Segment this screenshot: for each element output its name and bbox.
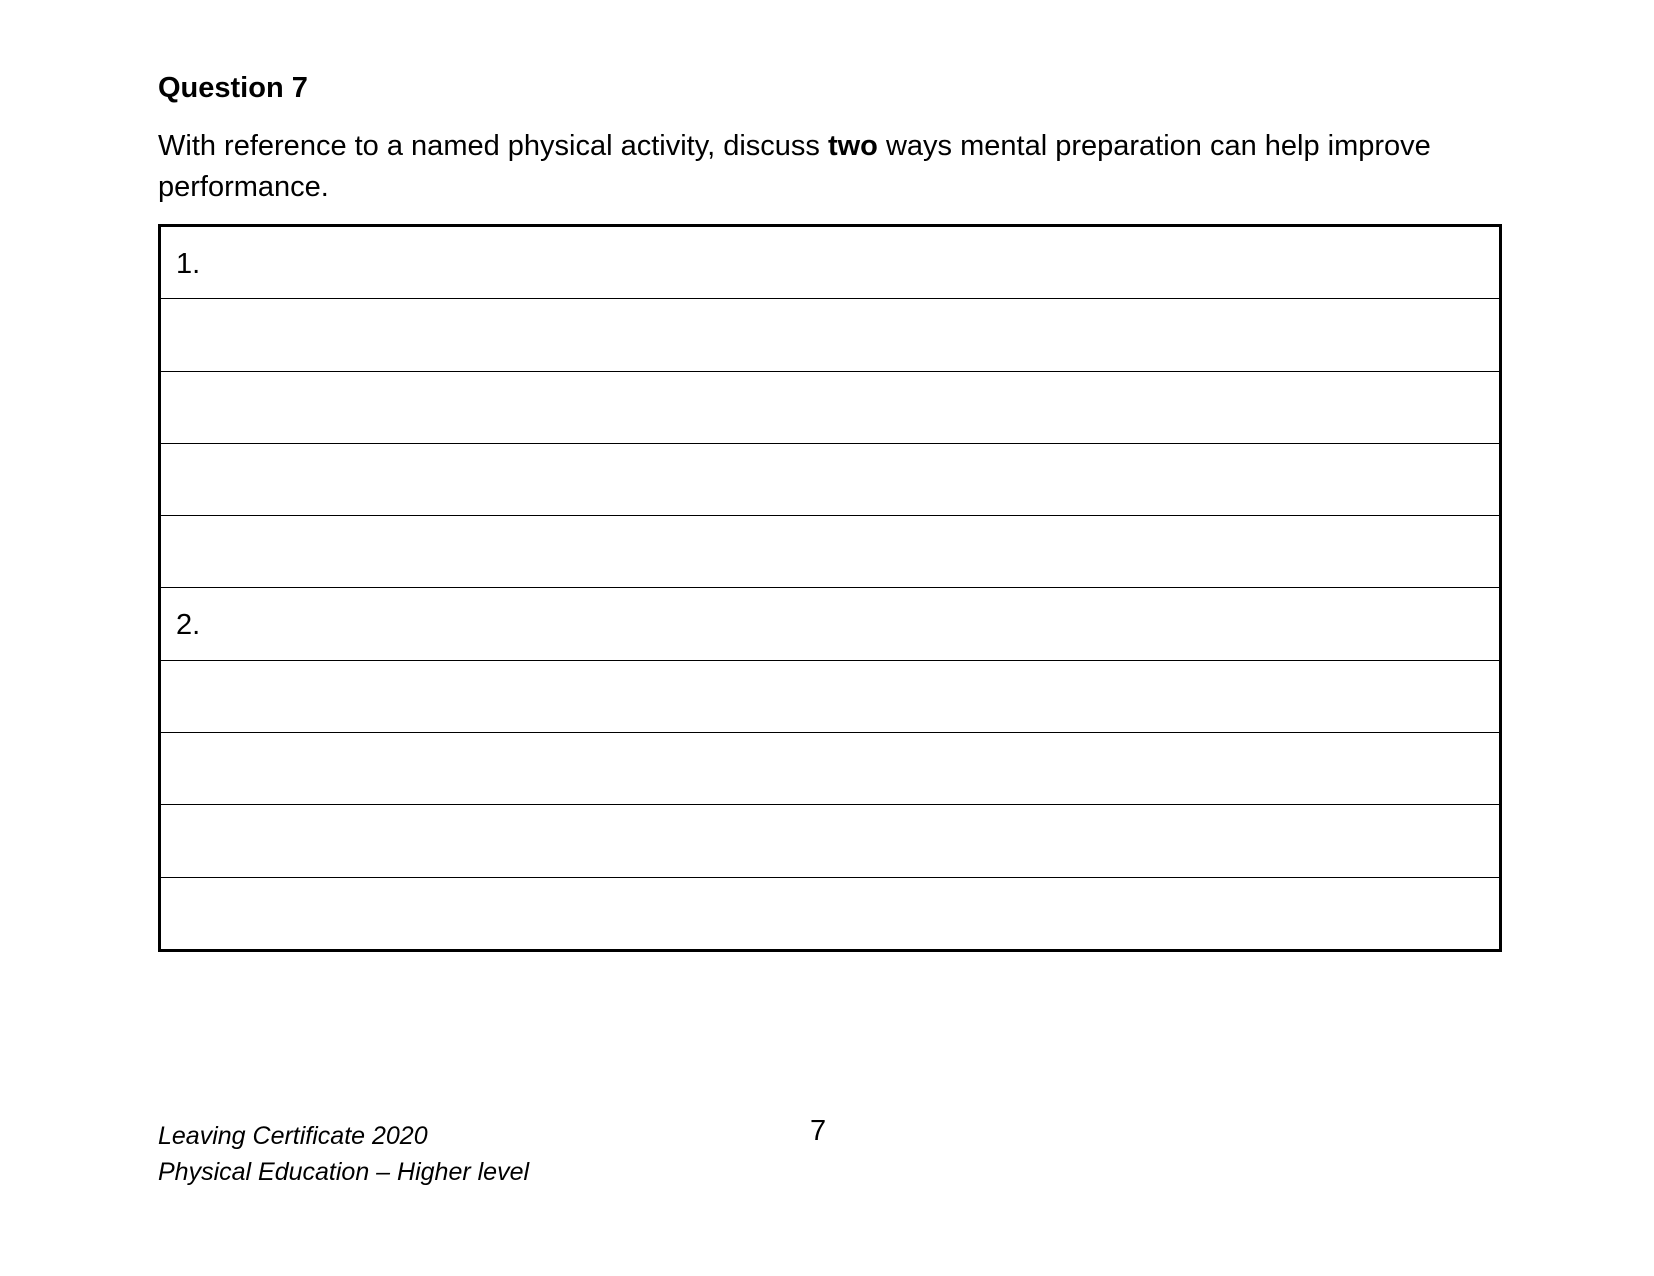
answer-line-6[interactable]	[161, 587, 1499, 659]
question-text-start: With reference to a named physical activity, discuss	[158, 130, 828, 162]
page-number: 7	[810, 1115, 827, 1147]
footer-exam-year: Leaving Certificate 2020	[158, 1122, 428, 1150]
question-text-end: ways mental preparation can help improve performance.	[158, 130, 1431, 203]
answer-line-3[interactable]	[161, 371, 1499, 443]
question-heading: Question 7	[158, 72, 308, 104]
answer-line-10[interactable]	[161, 877, 1499, 949]
answer-line-9[interactable]	[161, 804, 1499, 876]
answer-line-7[interactable]	[161, 660, 1499, 732]
footer-exam-subject: Physical Education – Higher level	[158, 1158, 530, 1186]
answer-line-5[interactable]	[161, 515, 1499, 587]
question-prompt	[158, 126, 1508, 208]
answer-number-1: 1.	[176, 248, 201, 280]
footer-exam-info	[158, 1118, 529, 1190]
answer-line-4[interactable]	[161, 443, 1499, 515]
answer-line-2[interactable]	[161, 298, 1499, 370]
question-text-emphasis: two	[827, 130, 878, 162]
answer-line-8[interactable]	[161, 732, 1499, 804]
answer-line-1[interactable]	[161, 227, 1499, 298]
answer-box	[158, 224, 1502, 952]
answer-number-2: 2.	[176, 609, 201, 642]
